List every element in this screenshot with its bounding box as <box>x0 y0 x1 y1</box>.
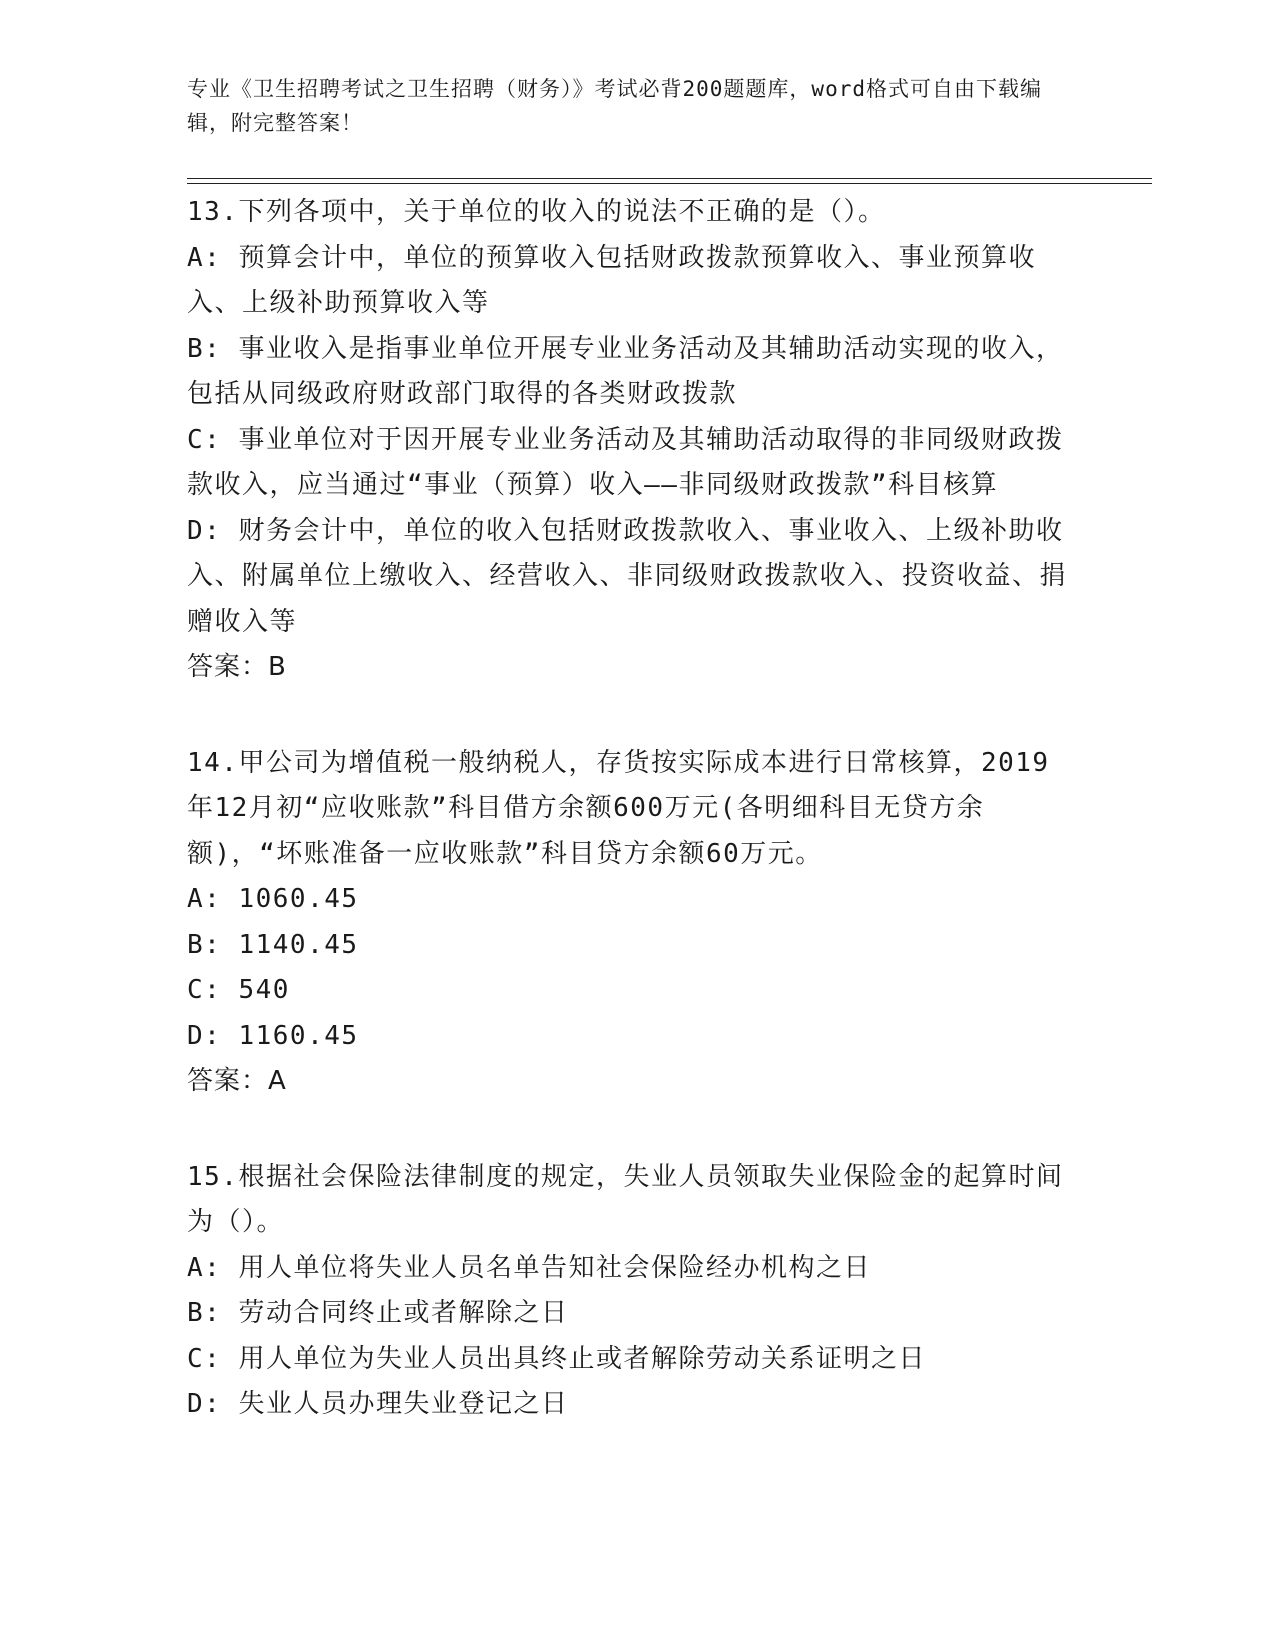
header-rule-bottom <box>187 183 1152 184</box>
question-spacer <box>187 691 1077 741</box>
option-b: B: 劳动合同终止或者解除之日 <box>187 1298 569 1328</box>
option-d: D: 1160.45 <box>187 1020 359 1051</box>
option-c: C: 540 <box>187 975 290 1005</box>
option-c: C: 用人单位为失业人员出具终止或者解除劳动关系证明之日 <box>187 1343 926 1374</box>
header-rule-top <box>187 178 1152 179</box>
answer-label: 答案：A <box>187 1066 287 1096</box>
question-13 <box>187 190 1077 691</box>
option-c: C: 事业单位对于因开展专业业务活动及其辅助活动取得的非同级财政拨款收入，应当通过“事业（预算）收入——非同级财政拨款”科目核算 <box>187 424 1064 500</box>
question-14 <box>187 741 1077 1105</box>
question-stem: 14.甲公司为增值税一般纳税人，存货按实际成本进行日常核算，2019年12月初“应收账款”科目借方余额600万元(各明细科目无贷方余额)，“坏账准备一应收账款”科目贷方余额60万元。 <box>187 747 1050 869</box>
option-a: A: 1060.45 <box>187 884 359 914</box>
option-b: B: 1140.45 <box>187 929 359 960</box>
document-header: 专业《卫生招聘考试之卫生招聘（财务）》考试必背200题题库，word格式可自由下载编辑，附完整答案！ <box>187 77 1042 135</box>
question-stem: 15.根据社会保险法律制度的规定，失业人员领取失业保险金的起算时间为（）。 <box>187 1161 1064 1237</box>
option-d: D: 失业人员办理失业登记之日 <box>187 1389 569 1419</box>
option-d: D: 财务会计中，单位的收入包括财政拨款收入、事业收入、上级补助收入、附属单位上缴收入、经营收入、非同级财政拨款收入、投资收益、捐赠收入等 <box>187 515 1068 637</box>
question-15 <box>187 1155 1077 1428</box>
option-b: B: 事业收入是指事业单位开展专业业务活动及其辅助活动实现的收入，包括从同级政府财政部门取得的各类财政拨款 <box>187 333 1064 409</box>
answer-label: 答案：B <box>187 652 287 682</box>
option-a: A: 预算会计中，单位的预算收入包括财政拨款预算收入、事业预算收入、上级补助预算收入等 <box>187 242 1036 318</box>
option-a: A: 用人单位将失业人员名单告知社会保险经办机构之日 <box>187 1252 871 1283</box>
question-stem: 13.下列各项中，关于单位的收入的说法不正确的是（）。 <box>187 197 886 227</box>
question-list <box>187 190 1077 1428</box>
question-spacer <box>187 1105 1077 1155</box>
